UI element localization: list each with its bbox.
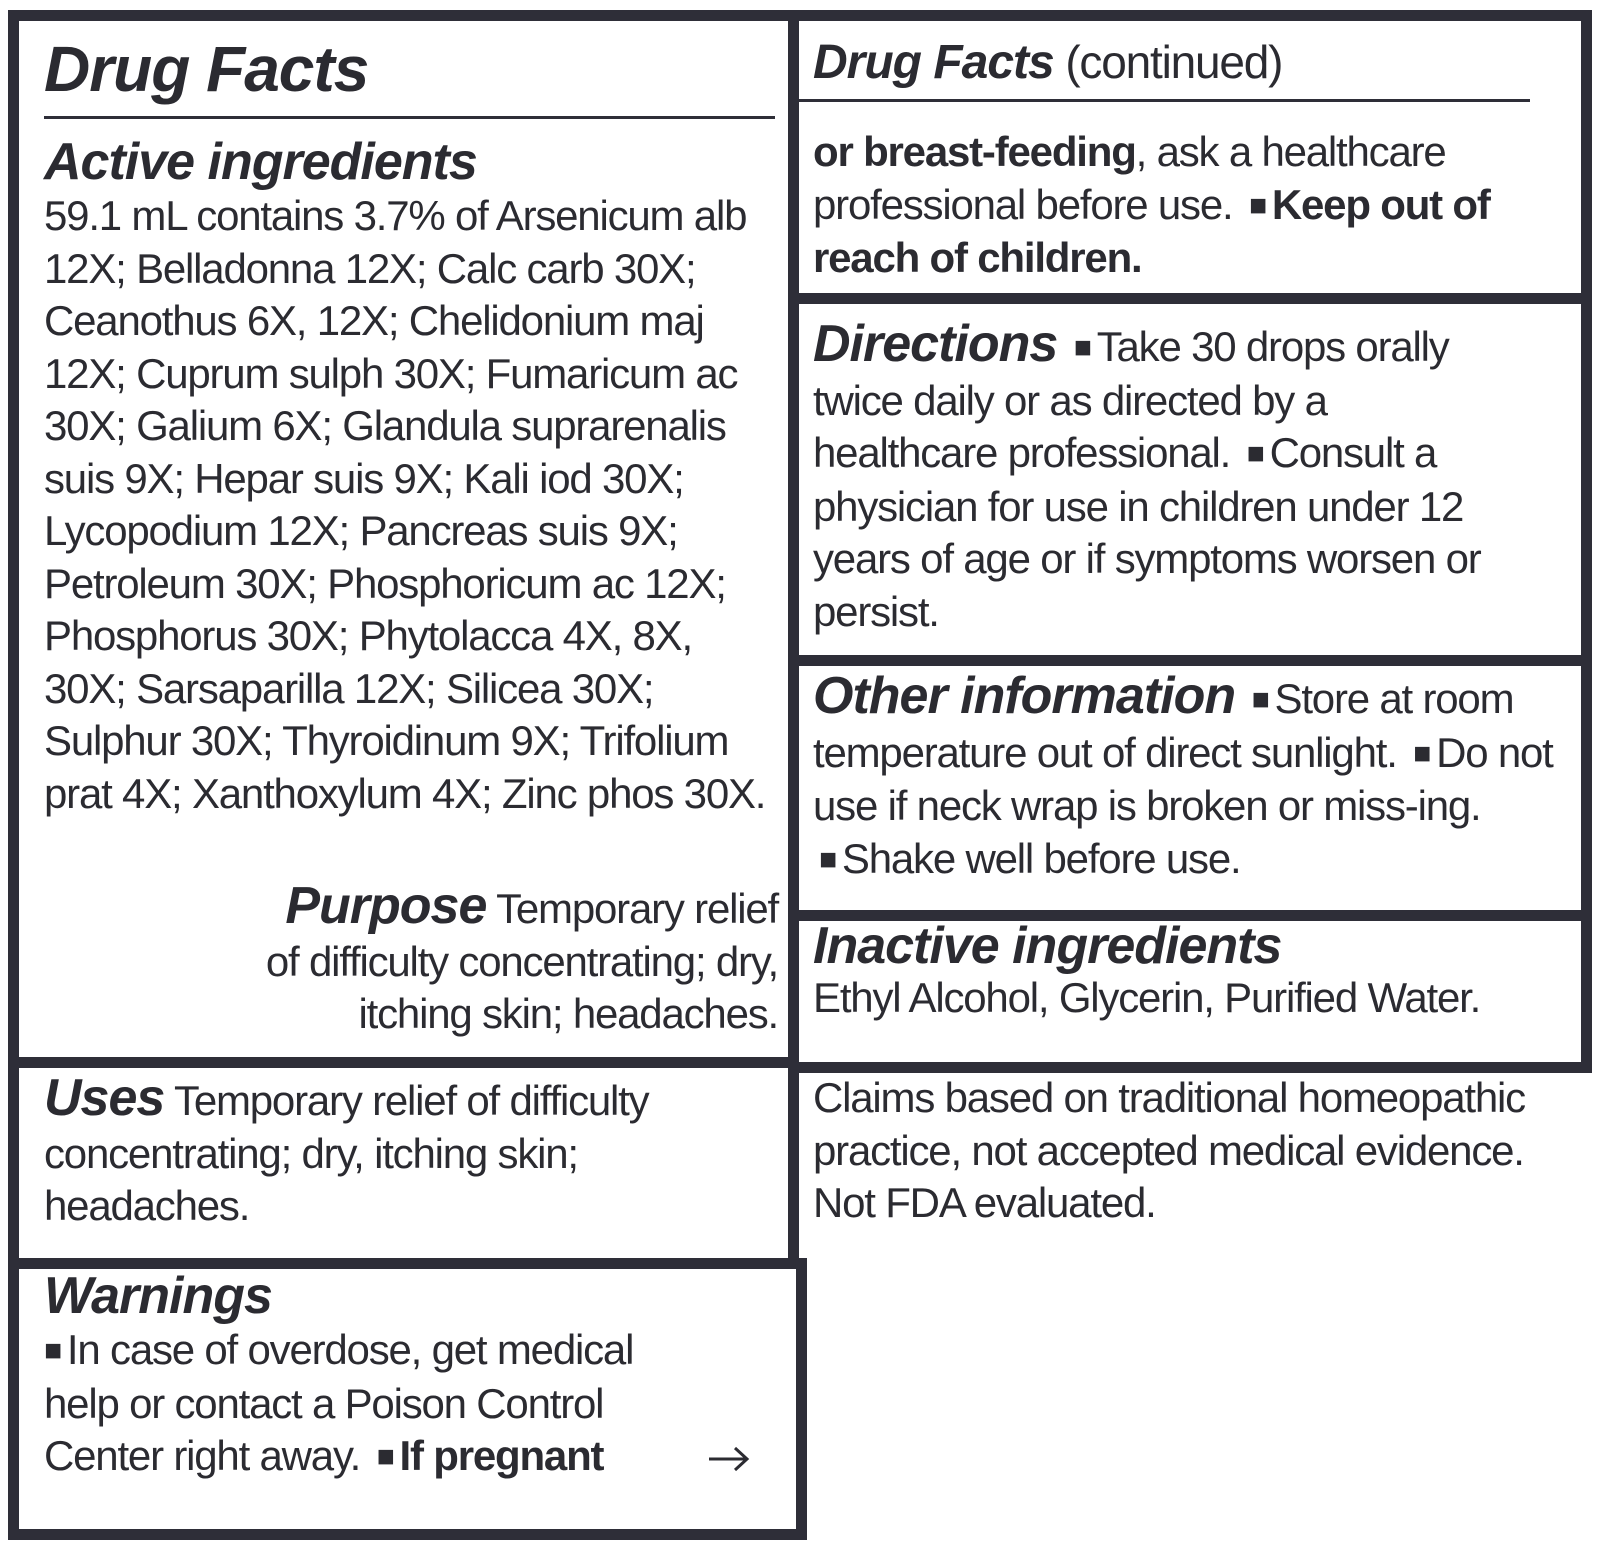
bullet-icon: ■ — [819, 842, 836, 876]
warnings-body — [44, 1324, 704, 1484]
title-rule — [44, 116, 775, 119]
warnings-heading: Warnings — [44, 1267, 272, 1325]
other-information-heading: Other information — [813, 667, 1236, 725]
title-rule-right — [796, 99, 1530, 102]
other-item-shake: Shake well before use. — [841, 834, 1241, 882]
continued-label: (continued) — [1065, 36, 1283, 88]
other-item-neck-wrap: Do not use if neck wrap is broken or miss- — [813, 728, 1553, 829]
directions-section — [813, 315, 1493, 638]
bullet-icon: ■ — [376, 1440, 394, 1473]
directions-item-dosage: Take 30 drops orally twice daily or as directed by a healthcare professional. — [813, 323, 1449, 476]
directions-heading: Directions — [813, 315, 1058, 373]
bullet-icon: ■ — [1251, 683, 1269, 716]
purpose-text: Temporary relief of difficulty concentrating; dry, itching skin; headaches. — [265, 885, 778, 1037]
bullet-icon: ■ — [1246, 437, 1264, 470]
other-information-section — [813, 667, 1563, 886]
inactive-ingredients-section — [813, 916, 1563, 1025]
warnings-item-pregnant: If pregnant — [399, 1432, 604, 1479]
arrow-right-icon — [707, 1446, 751, 1472]
other-item-storage: Store at room temperature out of direct sunlight. — [813, 675, 1514, 776]
bullet-icon: ■ — [1413, 736, 1431, 770]
uses-text: Temporary relief of difficulty concentrating; dry, itching skin; headaches. — [44, 1077, 649, 1229]
continued-text: , ask a healthcare professional before use. — [813, 128, 1446, 228]
keep-out-of-reach: Keep out of reach of children. — [813, 180, 1490, 281]
drug-facts-title-right: Drug Facts — [813, 36, 1054, 89]
drug-facts-continued-title — [813, 34, 1553, 91]
continued-bold-lead: or breast-feeding — [813, 128, 1136, 175]
bullet-icon: ■ — [44, 1334, 61, 1367]
claims-disclaimer: Claims based on traditional homeopathic practice, not accepted medical evidence. Not FDA evaluated. — [813, 1074, 1525, 1226]
purpose-section — [250, 877, 778, 1041]
bullet-icon: ■ — [1248, 188, 1266, 222]
inactive-ingredients-text: Ethyl Alcohol, Glycerin, Purified Water. — [813, 974, 1481, 1021]
uses-section — [44, 1069, 704, 1233]
purpose-heading: Purpose — [285, 877, 487, 935]
warnings-item-overdose: In case of overdose, get medical help or contact a Poison Control Center right away. — [44, 1326, 634, 1479]
continued-section — [813, 126, 1553, 285]
warnings-section — [44, 1266, 704, 1484]
drug-facts-title: Drug Facts — [44, 33, 369, 105]
uses-heading: Uses — [44, 1069, 165, 1127]
active-ingredients-text: 59.1 mL contains 3.7% of Arsenicum alb 12X; Belladonna 12X; Calc carb 30X; Ceanothus 6X, 12X; Chelidonium maj 12X; Cuprum sulph 30X; Fumaricum ac 30X; Galium 6X; Glandula suprarenalis suis 9X; Hepar suis 9X; Kali iod 30X; Lycopodium 12X; Pancreas suis 9X; Petroleum 30X; Phosphoricum ac 12X; Phosphorus 30X; Phytolacca 4X, 8X, 30X; Sarsaparilla 12X; Silicea 30X; Sulphur 30X; Thyroidinum 9X; Trifolium prat 4X; Xanthoxylum 4X; Zinc phos 30X. — [44, 192, 766, 817]
bullet-icon: ■ — [1073, 331, 1091, 364]
directions-item-consult: Consult a physician for use in children under 12 years of age or if symptoms worsen or persist. — [813, 429, 1481, 635]
active-ingredients-section — [44, 132, 779, 820]
other-item-neck-wrap-cont: ing. — [1417, 782, 1481, 829]
active-ingredients-heading: Active ingredients — [44, 133, 477, 191]
inactive-ingredients-heading: Inactive ingredients — [813, 917, 1282, 975]
